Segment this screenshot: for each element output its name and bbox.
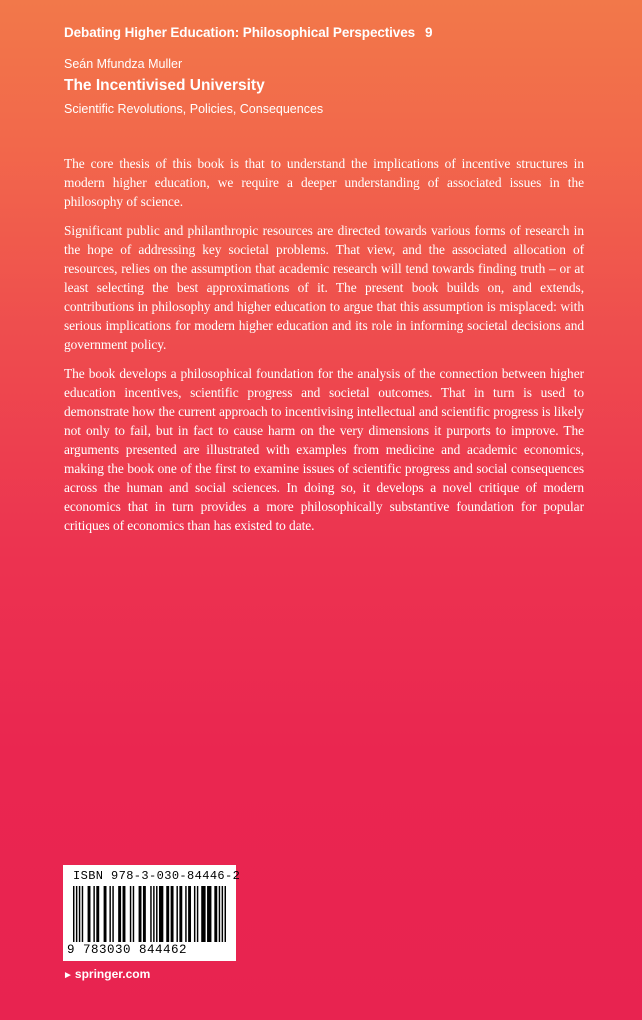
book-title: The Incentivised University bbox=[64, 77, 265, 94]
barcode-bar bbox=[176, 886, 177, 942]
blurb-paragraph: The book develops a philosophical foundation for the analysis of the connection between higher education incentives, scientific progress and societal outcomes. That in turn is used to demonstrate how the current approach to incentivising intellectual and scientific progress is likely not only to fail, but in fact to cause harm on the very dimensions it purports to improve. The arguments presented are illustrated with examples from medicine and academic economics, making the book one of the first to examine issues of scientific progress and social consequences across the human and social sciences. In doing so, it develops a novel critique of modern economics that in turn provides a more philosophically substantive foundation for popular critiques of economics than has existed to date. bbox=[64, 366, 584, 533]
barcode-bar bbox=[214, 886, 217, 942]
barcode-digits: 9 783030 844462 bbox=[67, 943, 188, 957]
barcode-bar bbox=[185, 886, 186, 942]
barcode-bar bbox=[201, 886, 205, 942]
barcode-bar bbox=[130, 886, 131, 942]
barcode-bar bbox=[171, 886, 174, 942]
barcode-bar bbox=[159, 886, 163, 942]
barcode-bar bbox=[96, 886, 99, 942]
blurb-paragraph: The core thesis of this book is that to understand the implications of incentive structures in modern higher education, we require a deeper understanding of associated issues in the philosophy of science. bbox=[64, 156, 584, 209]
blurb bbox=[64, 154, 584, 545]
barcode-bar bbox=[207, 886, 211, 942]
barcode-bar bbox=[219, 886, 220, 942]
barcode-bar bbox=[166, 886, 169, 942]
barcode-bar bbox=[112, 886, 113, 942]
barcode-bar bbox=[194, 886, 195, 942]
barcode-bar bbox=[93, 886, 94, 942]
blurb-paragraph: Significant public and philanthropic resources are directed towards various forms of research in the hope of addressing key societal problems. That view, and the associated allocation of resources, relies on the assumption that academic research will tend towards finding truth – or at least selecting the best approximations of it. The present book builds on, and extends, contributions in philosophy and higher education to argue that this assumption is misplaced: with serious implications for modern higher education and its role in informing societal decisions and government policy. bbox=[64, 223, 584, 352]
barcode-bar bbox=[150, 886, 151, 942]
barcode-bar bbox=[188, 886, 191, 942]
barcode-bar bbox=[118, 886, 121, 942]
author-name: Seán Mfundza Muller bbox=[64, 57, 183, 71]
barcode-bar bbox=[133, 886, 134, 942]
barcode-bar bbox=[222, 886, 223, 942]
series-name: Debating Higher Education: Philosophical Perspectives bbox=[64, 25, 416, 40]
publisher-link[interactable] bbox=[63, 967, 150, 981]
barcode-bar bbox=[153, 886, 154, 942]
series-volume: 9 bbox=[425, 25, 433, 40]
barcode-bar bbox=[143, 886, 146, 942]
barcode-bar bbox=[73, 886, 74, 942]
series-line bbox=[64, 25, 432, 40]
isbn-label: ISBN 978-3-030-84446-2 bbox=[73, 869, 241, 883]
barcode-bar bbox=[88, 886, 91, 942]
barcode-bar bbox=[82, 886, 83, 942]
barcode-bar bbox=[179, 886, 182, 942]
barcode-box bbox=[63, 865, 241, 961]
barcode-bar bbox=[104, 886, 107, 942]
barcode-bar bbox=[76, 886, 77, 942]
barcode-bar bbox=[79, 886, 80, 942]
publisher-link-text: springer.com bbox=[74, 967, 151, 981]
arrow-icon: ► bbox=[63, 970, 73, 981]
book-subtitle: Scientific Revolutions, Policies, Consequences bbox=[64, 102, 324, 116]
barcode-bar bbox=[225, 886, 226, 942]
barcode-bar bbox=[139, 886, 142, 942]
barcode-bar bbox=[123, 886, 126, 942]
barcode-bar bbox=[156, 886, 157, 942]
barcode-bar bbox=[109, 886, 110, 942]
barcode-bars bbox=[73, 886, 226, 942]
barcode-bar bbox=[197, 886, 198, 942]
